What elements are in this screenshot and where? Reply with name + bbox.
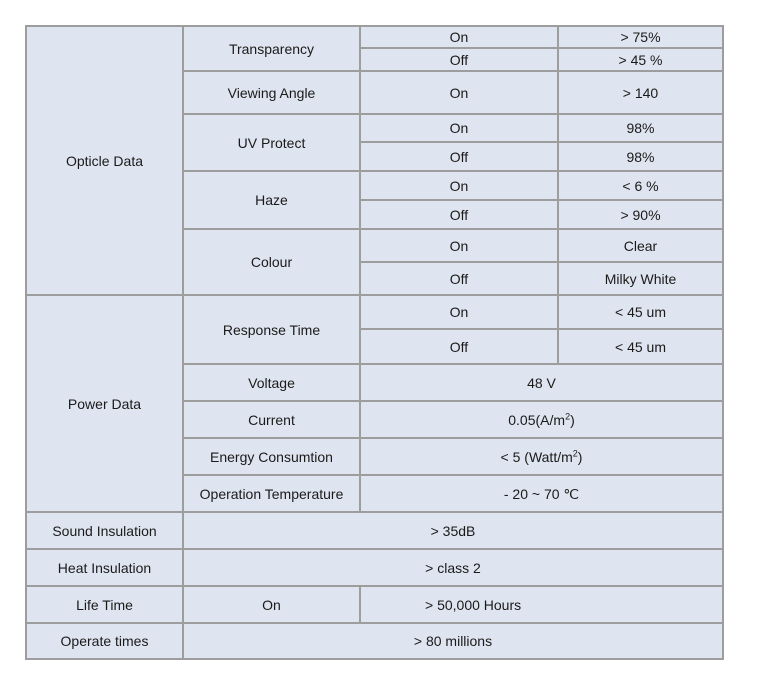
response-time-on-value: < 45 um [558, 295, 723, 329]
temperature-value: - 20 ~ 70 ℃ [360, 475, 723, 512]
colour-off-state: Off [360, 262, 558, 295]
transparency-off-state: Off [360, 48, 558, 71]
sound-insulation-label: Sound Insulation [26, 512, 183, 549]
energy-value [360, 438, 723, 475]
group-optic-label: Opticle Data [26, 26, 183, 295]
colour-on-state: On [360, 229, 558, 262]
operate-times-label: Operate times [26, 623, 183, 659]
life-time-state: On [183, 586, 360, 623]
table-row [26, 295, 723, 329]
voltage-value: 48 V [360, 364, 723, 401]
transparency-off-value: > 45 % [558, 48, 723, 71]
transparency-label: Transparency [183, 26, 360, 71]
haze-off-state: Off [360, 200, 558, 229]
haze-off-value: > 90% [558, 200, 723, 229]
colour-label: Colour [183, 229, 360, 295]
current-value-prefix: 0.05(A/m [508, 411, 566, 428]
viewing-angle-value: > 140 [558, 71, 723, 114]
current-value [360, 401, 723, 438]
spec-table [25, 25, 724, 660]
colour-on-value: Clear [558, 229, 723, 262]
group-power-label: Power Data [26, 295, 183, 512]
table-row [26, 512, 723, 549]
energy-value-prefix: < 5 (Watt/m [500, 448, 573, 465]
sound-insulation-value: > 35dB [183, 512, 723, 549]
uv-protect-label: UV Protect [183, 114, 360, 171]
uv-protect-off-value: 98% [558, 142, 723, 171]
viewing-angle-label: Viewing Angle [183, 71, 360, 114]
voltage-label: Voltage [183, 364, 360, 401]
haze-on-state: On [360, 171, 558, 200]
response-time-on-state: On [360, 295, 558, 329]
transparency-on-value: > 75% [558, 26, 723, 48]
energy-label: Energy Consumtion [183, 438, 360, 475]
energy-value-suffix: ) [577, 448, 583, 465]
table-row [26, 623, 723, 659]
temperature-label: Operation Temperature [183, 475, 360, 512]
uv-protect-off-state: Off [360, 142, 558, 171]
energy-value-sup: 2 [572, 447, 578, 458]
colour-off-value: Milky White [558, 262, 723, 295]
table-row [26, 549, 723, 586]
viewing-angle-state: On [360, 71, 558, 114]
table-row [26, 586, 723, 623]
current-value-suffix: ) [570, 411, 575, 428]
response-time-label: Response Time [183, 295, 360, 364]
life-time-label: Life Time [26, 586, 183, 623]
uv-protect-on-state: On [360, 114, 558, 142]
haze-label: Haze [183, 171, 360, 229]
life-time-value: > 50,000 Hours [360, 586, 723, 623]
transparency-on-state: On [360, 26, 558, 48]
heat-insulation-label: Heat Insulation [26, 549, 183, 586]
current-value-sup: 2 [565, 410, 571, 421]
current-label: Current [183, 401, 360, 438]
response-time-off-state: Off [360, 329, 558, 364]
table-row [26, 26, 723, 48]
operate-times-value: > 80 millions [183, 623, 723, 659]
uv-protect-on-value: 98% [558, 114, 723, 142]
response-time-off-value: < 45 um [558, 329, 723, 364]
haze-on-value: < 6 % [558, 171, 723, 200]
heat-insulation-value: > class 2 [183, 549, 723, 586]
